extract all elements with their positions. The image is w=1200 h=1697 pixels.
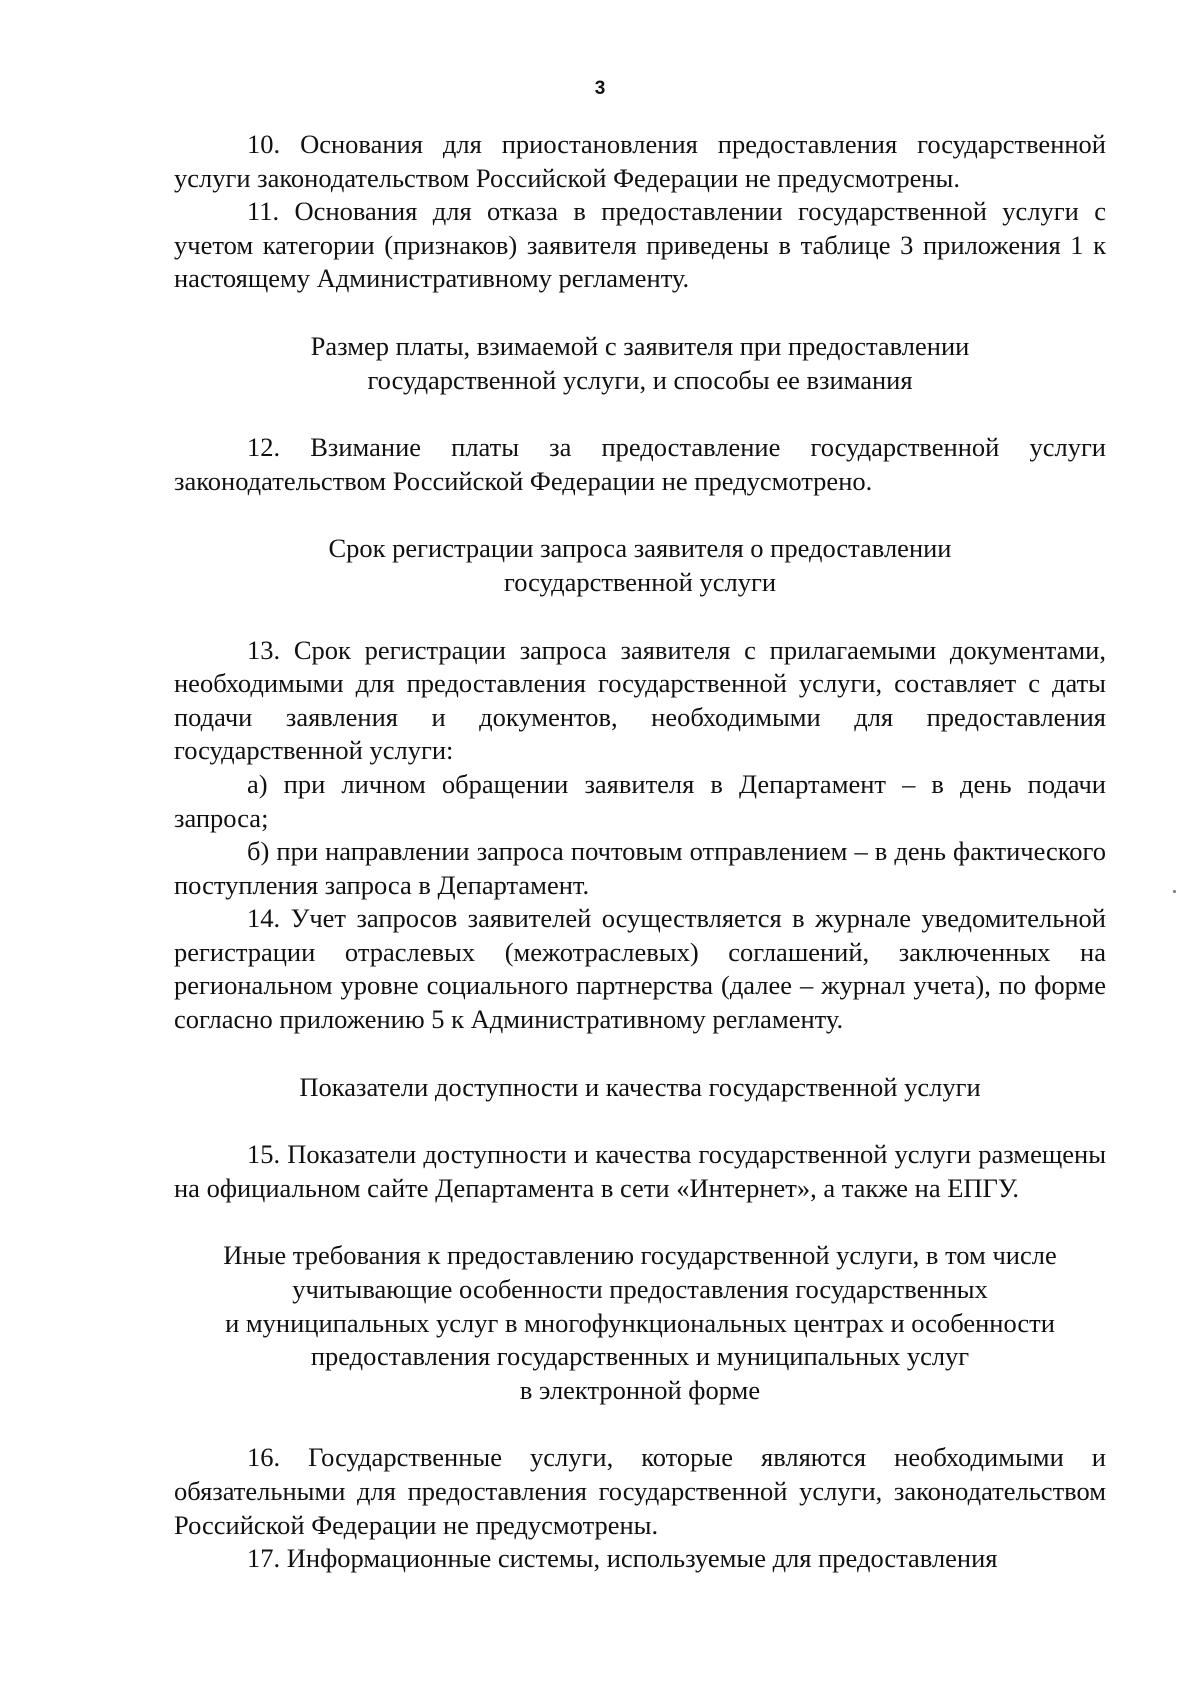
section-heading-registration (174, 532, 1106, 599)
heading-line: и муниципальных услуг в многофункциональных центрах и особенности (225, 1307, 1055, 1338)
section-heading-quality (174, 1071, 1106, 1105)
paragraph-13-b: б) при направлении запроса почтовым отправлением – в день фактического поступления запроса в Департамент. (174, 836, 1106, 900)
document-body (174, 128, 1106, 1576)
heading-line: государственной услуги, и способы ее взимания (367, 364, 913, 395)
paragraph-13-a: а) при личном обращении заявителя в Департамент – в день подачи запроса; (174, 768, 1106, 833)
paragraph-12: 12. Взимание платы за предоставление государственной услуги законодательством Российской Федерации не предусмотрено. (174, 432, 1106, 496)
heading-line: Показатели доступности и качества государственной услуги (299, 1071, 981, 1102)
scan-speck (1173, 890, 1176, 893)
heading-line: государственной услуги (503, 566, 777, 597)
heading-line: Размер платы, взимаемой с заявителя при предоставлении (310, 330, 970, 361)
paragraph-14: 14. Учет запросов заявителей осуществляется в журнале уведомительной регистрации отраслевых (межотраслевых) соглашений, заключенных на региональном уровне социального партнерства (далее – журнал учета), по форме согласно приложению 5 к Административному регламенту. (174, 903, 1106, 1035)
paragraph-13: 13. Срок регистрации запроса заявителя с прилагаемыми документами, необходимыми для предоставления государственной услуги, составляет с даты подачи заявления и документов, необходимыми для предоставления государственной услуги: (174, 634, 1106, 766)
heading-line: Иные требования к предоставлению государственной услуги, в том числе (223, 1240, 1057, 1271)
paragraph-10: 10. Основания для приостановления предоставления государственной услуги законодательством Российской Федерации не предусмотрены. (174, 129, 1106, 193)
page-number: 3 (594, 78, 606, 99)
paragraph-15: 15. Показатели доступности и качества государственной услуги размещены на официальном сайте Департамента в сети «Интернет», а также на ЕПГУ. (174, 1139, 1106, 1203)
paragraph-16: 16. Государственные услуги, которые являются необходимыми и обязательными для предоставления государственной услуги, законодательством Российской Федерации не предусмотрены. (174, 1442, 1106, 1540)
paragraph-17: 17. Информационные системы, используемые для предоставления (247, 1543, 998, 1574)
heading-line: предоставления государственных и муниципальных услуг (310, 1341, 970, 1372)
section-heading-other-requirements (174, 1239, 1106, 1407)
heading-line: Срок регистрации запроса заявителя о предоставлении (328, 533, 952, 564)
heading-line: в электронной форме (519, 1374, 761, 1405)
heading-line: учитывающие особенности предоставления государственных (292, 1274, 988, 1305)
section-heading-fee (174, 330, 1106, 397)
paragraph-11: 11. Основания для отказа в предоставлении государственной услуги с учетом категории (признаков) заявителя приведены в таблице 3 приложения 1 к настоящему Административному регламенту. (174, 196, 1106, 294)
